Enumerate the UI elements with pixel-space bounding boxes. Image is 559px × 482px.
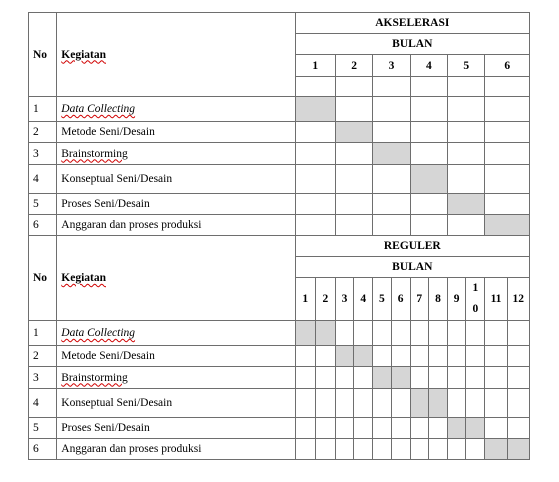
schedule-cell	[428, 321, 447, 346]
activity-row	[29, 143, 530, 165]
month-header: 6	[485, 55, 530, 77]
schedule-cell	[448, 439, 466, 460]
activity-name	[57, 194, 295, 215]
schedule-cell	[448, 389, 466, 418]
activity-label: Data Collecting	[61, 103, 136, 115]
schedule-cell	[485, 194, 530, 215]
month-header: 7	[410, 278, 428, 321]
schedule-cell	[335, 321, 353, 346]
month-header: 6	[391, 278, 410, 321]
month-header: 5	[373, 278, 391, 321]
schedule-cell	[466, 389, 485, 418]
schedule-cell-active	[507, 439, 529, 460]
schedule-cell-active	[485, 215, 530, 236]
schedule-cell	[295, 439, 315, 460]
kegiatan-label: Kegiatan	[61, 272, 106, 284]
schedule-cell	[335, 165, 372, 194]
schedule-cell	[485, 346, 507, 367]
schedule-cell	[448, 215, 485, 236]
activity-label: Proses Seni/Desain	[61, 422, 150, 434]
schedule-cell	[485, 389, 507, 418]
activity-name	[57, 418, 295, 439]
schedule-cell	[410, 439, 428, 460]
activity-row	[29, 418, 530, 439]
schedule-cell	[428, 439, 447, 460]
schedule-cell-active	[391, 367, 410, 389]
column-header-kegiatan	[57, 236, 295, 321]
row-number: 3	[29, 143, 57, 165]
schedule-cell	[485, 122, 530, 143]
schedule-cell	[448, 367, 466, 389]
schedule-cell	[335, 194, 372, 215]
activity-label: Metode Seni/Desain	[61, 126, 155, 138]
schedule-cell	[448, 346, 466, 367]
schedule-cell	[295, 367, 315, 389]
schedule-cell	[410, 97, 447, 122]
schedule-cell	[391, 439, 410, 460]
row-number: 5	[29, 418, 57, 439]
schedule-cell	[295, 418, 315, 439]
schedule-cell	[410, 418, 428, 439]
schedule-cell-active	[448, 194, 485, 215]
activity-label: Proses Seni/Desain	[61, 198, 150, 210]
schedule-cell	[295, 215, 335, 236]
schedule-cell	[354, 418, 373, 439]
schedule-cell-active	[335, 346, 353, 367]
schedule-cell	[391, 321, 410, 346]
activity-label: Brainstorming	[61, 147, 128, 160]
schedule-cell	[485, 367, 507, 389]
schedule-cell	[373, 97, 410, 122]
schedule-cell	[391, 389, 410, 418]
row-number: 2	[29, 122, 57, 143]
schedule-cell	[335, 418, 353, 439]
schedule-cell	[466, 439, 485, 460]
schedule-cell	[335, 215, 372, 236]
schedule-cell	[410, 346, 428, 367]
schedule-cell	[373, 194, 410, 215]
schedule-cell	[485, 165, 530, 194]
schedule-cell	[373, 346, 391, 367]
schedule-cell-active	[466, 418, 485, 439]
kegiatan-label: Kegiatan	[61, 48, 106, 61]
month-header: 10	[466, 278, 485, 321]
activity-row	[29, 346, 530, 367]
schedule-cell	[373, 418, 391, 439]
schedule-table	[28, 12, 530, 460]
schedule-cell-active	[315, 321, 335, 346]
schedule-cell	[410, 194, 447, 215]
activity-name	[57, 389, 295, 418]
empty-cell	[448, 77, 485, 97]
activity-name	[57, 439, 295, 460]
schedule-cell	[373, 215, 410, 236]
schedule-cell	[507, 418, 529, 439]
activity-name	[57, 321, 295, 346]
schedule-cell	[507, 346, 529, 367]
column-header-no: No	[29, 236, 57, 321]
schedule-cell	[485, 97, 530, 122]
schedule-cell	[448, 321, 466, 346]
schedule-cell	[410, 367, 428, 389]
activity-name	[57, 346, 295, 367]
schedule-cell-active	[410, 389, 428, 418]
empty-cell	[410, 77, 447, 97]
schedule-cell	[373, 122, 410, 143]
schedule-cell	[373, 321, 391, 346]
month-header: 12	[507, 278, 529, 321]
schedule-cell	[315, 367, 335, 389]
schedule-cell-active	[448, 418, 466, 439]
month-header: 3	[373, 55, 410, 77]
schedule-cell	[295, 122, 335, 143]
schedule-cell-active	[373, 367, 391, 389]
activity-row	[29, 215, 530, 236]
month-header: 9	[448, 278, 466, 321]
schedule-cell	[466, 321, 485, 346]
month-header: 8	[428, 278, 447, 321]
schedule-cell	[315, 418, 335, 439]
activity-name	[57, 122, 295, 143]
activity-row	[29, 439, 530, 460]
schedule-cell	[315, 389, 335, 418]
empty-cell	[335, 77, 372, 97]
activity-label: Anggaran dan proses produksi	[61, 443, 202, 455]
schedule-cell	[466, 367, 485, 389]
schedule-cell-active	[428, 389, 447, 418]
schedule-cell	[391, 346, 410, 367]
schedule-cell	[448, 165, 485, 194]
schedule-cell	[335, 389, 353, 418]
schedule-cell	[335, 97, 372, 122]
schedule-cell	[485, 321, 507, 346]
schedule-cell	[448, 143, 485, 165]
activity-name	[57, 215, 295, 236]
activity-label: Data Collecting	[61, 327, 136, 339]
schedule-cell	[466, 346, 485, 367]
empty-cell	[295, 77, 335, 97]
month-header: 11	[485, 278, 507, 321]
schedule-cell	[295, 346, 315, 367]
month-header: 4	[354, 278, 373, 321]
schedule-cell	[354, 367, 373, 389]
month-header: 4	[410, 55, 447, 77]
activity-label: Konseptual Seni/Desain	[61, 397, 173, 409]
month-header: 2	[315, 278, 335, 321]
schedule-cell	[373, 439, 391, 460]
activity-row	[29, 367, 530, 389]
bulan-header: BULAN	[295, 257, 529, 278]
row-number: 5	[29, 194, 57, 215]
section-header-row	[29, 236, 530, 257]
schedule-cell	[354, 321, 373, 346]
schedule-cell	[485, 143, 530, 165]
schedule-cell	[410, 122, 447, 143]
section-header-row	[29, 13, 530, 34]
schedule-cell	[507, 367, 529, 389]
schedule-cell-active	[485, 439, 507, 460]
schedule-cell	[335, 367, 353, 389]
program-header: AKSELERASI	[295, 13, 529, 34]
schedule-cell	[410, 143, 447, 165]
empty-cell	[485, 77, 530, 97]
schedule-cell	[315, 346, 335, 367]
activity-label: Brainstorming	[61, 371, 128, 384]
activity-name	[57, 143, 295, 165]
activity-row	[29, 165, 530, 194]
schedule-cell	[391, 418, 410, 439]
schedule-cell	[507, 389, 529, 418]
schedule-cell-active	[335, 122, 372, 143]
schedule-cell	[410, 321, 428, 346]
activity-label: Metode Seni/Desain	[61, 350, 155, 362]
schedule-cell-active	[410, 165, 447, 194]
row-number: 6	[29, 215, 57, 236]
row-number: 4	[29, 165, 57, 194]
month-header: 5	[448, 55, 485, 77]
activity-label: Anggaran dan proses produksi	[61, 219, 202, 231]
row-number: 6	[29, 439, 57, 460]
schedule-cell-active	[295, 97, 335, 122]
row-number: 4	[29, 389, 57, 418]
schedule-cell	[335, 439, 353, 460]
column-header-kegiatan	[57, 13, 295, 97]
activity-row	[29, 389, 530, 418]
row-number: 1	[29, 321, 57, 346]
activity-label: Konseptual Seni/Desain	[61, 173, 173, 185]
activity-row	[29, 97, 530, 122]
schedule-cell	[315, 439, 335, 460]
row-number: 3	[29, 367, 57, 389]
month-header: 1	[295, 278, 315, 321]
schedule-cell	[428, 418, 447, 439]
schedule-cell	[295, 389, 315, 418]
schedule-cell-active	[373, 143, 410, 165]
activity-row	[29, 194, 530, 215]
row-number: 1	[29, 97, 57, 122]
row-number: 2	[29, 346, 57, 367]
schedule-cell	[354, 389, 373, 418]
month-header: 1	[295, 55, 335, 77]
schedule-cell-active	[295, 321, 315, 346]
table-body	[29, 13, 530, 460]
schedule-cell-active	[354, 346, 373, 367]
empty-cell	[373, 77, 410, 97]
month-header: 3	[335, 278, 353, 321]
activity-name	[57, 97, 295, 122]
activity-row	[29, 122, 530, 143]
month-header: 2	[335, 55, 372, 77]
schedule-cell	[335, 143, 372, 165]
schedule-cell	[428, 346, 447, 367]
schedule-cell	[295, 165, 335, 194]
schedule-cell	[295, 194, 335, 215]
activity-name	[57, 165, 295, 194]
schedule-cell	[428, 367, 447, 389]
schedule-cell	[448, 122, 485, 143]
schedule-cell	[295, 143, 335, 165]
activity-row	[29, 321, 530, 346]
schedule-cell	[410, 215, 447, 236]
column-header-no: No	[29, 13, 57, 97]
schedule-cell	[485, 418, 507, 439]
schedule-cell	[448, 97, 485, 122]
bulan-header: BULAN	[295, 34, 529, 55]
schedule-cell	[354, 439, 373, 460]
activity-name	[57, 367, 295, 389]
schedule-cell	[373, 389, 391, 418]
program-header: REGULER	[295, 236, 529, 257]
schedule-cell	[507, 321, 529, 346]
schedule-cell	[373, 165, 410, 194]
